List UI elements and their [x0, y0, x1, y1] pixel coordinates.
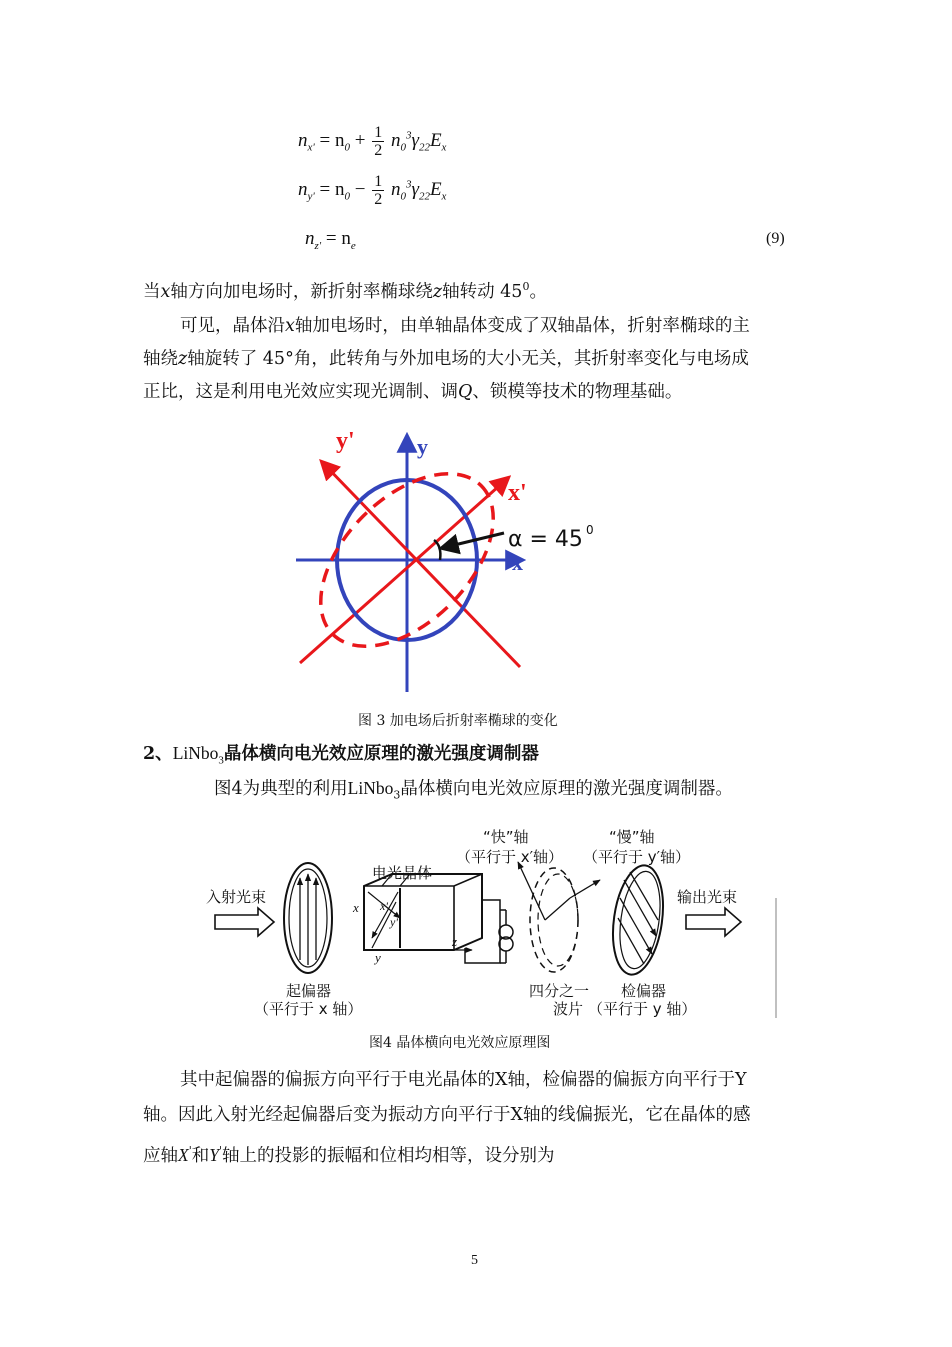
waveplate-label-1: 四分之一	[529, 982, 590, 1000]
crystal-axis-y: y	[375, 950, 381, 965]
paragraph-polarizer-line3: 应轴X'和Y'轴上的投影的振幅和位相均相等，设分别为	[143, 1144, 555, 1166]
paragraph-figure4-intro: 图4为典型的利用LiNbo$_3$晶体横向电光效应原理的激光强度调制器。	[214, 778, 733, 802]
equation-nx: $n_{x'} = n_0$ + $\frac{1}{2}$ $n_0^3\gamma_{22}E_x$	[298, 124, 447, 159]
paragraph-conclusion-line2: 轴绕z轴旋转了 45°角，此转角与外加电场的大小无关，其折射率变化与电场成	[143, 349, 749, 369]
analyzer-disc	[607, 862, 670, 978]
analyzer-label: 检偏器	[621, 982, 667, 1000]
slow-axis-note: （平行于 y′轴）	[583, 848, 691, 866]
waveplate-label-2: 波片	[553, 1000, 584, 1018]
crystal-axis-x-prime: x'	[380, 899, 388, 913]
paragraph-conclusion-line1: 可见，晶体沿x轴加电场时，由单轴晶体变成了双轴晶体，折射率椭球的主	[180, 316, 750, 336]
crystal-axis-y-prime: y'	[390, 915, 398, 929]
equation-number: (9)	[766, 230, 785, 247]
label-x-prime: x'	[508, 480, 527, 506]
crystal-axis-z: z	[452, 934, 458, 949]
equation-nz: $n_{z'} = n_e$	[305, 228, 356, 252]
label-x: x	[512, 550, 523, 575]
analyzer-note: （平行于 y 轴）	[588, 1000, 697, 1018]
slow-axis-label: “慢”轴	[609, 828, 655, 846]
incident-beam-label: 入射光束	[206, 888, 267, 906]
angle-label: α = 45	[508, 527, 583, 552]
section-heading: 2、LiNbo$_3$晶体横向电光效应原理的激光强度调制器	[143, 743, 539, 767]
output-beam-label: 输出光束	[677, 888, 738, 906]
angle-label-superscript: 0	[586, 523, 594, 537]
label-y: y	[417, 434, 428, 459]
incident-beam-arrow	[215, 908, 274, 936]
crystal-label: 电光晶体	[372, 864, 433, 882]
equation-ny: $n_{y'} = n_0$ − $\frac{1}{2}$ $n_0^3\gamma_{22}E_x$	[298, 173, 447, 208]
polarizer-note: （平行于 x 轴）	[254, 1000, 363, 1018]
polarizer-label: 起偏器	[286, 982, 332, 1000]
fast-axis-note: （平行于 x′轴）	[456, 848, 564, 866]
figure3-ellipsoid-diagram	[290, 420, 610, 700]
page-number: 5	[471, 1253, 478, 1268]
crystal-axis-x: x	[353, 900, 359, 915]
output-beam-arrow	[686, 908, 741, 936]
paragraph-rotation: 当x轴方向加电场时，新折射率椭球绕z轴转动 $45^0$。	[143, 280, 547, 302]
paragraph-polarizer-line1: 其中起偏器的偏振方向平行于电光晶体的X轴，检偏器的偏振方向平行于Y	[180, 1070, 747, 1090]
label-y-prime: y'	[336, 428, 355, 454]
paragraph-polarizer-line2: 轴。因此入射光经起偏器后变为振动方向平行于X轴的线偏振光，它在晶体的感	[143, 1105, 751, 1125]
figure3-caption: 图 3 加电场后折射率椭球的变化	[358, 713, 558, 729]
paragraph-conclusion-line3: 正比，这是利用电光效应实现光调制、调Q、锁模等技术的物理基础。	[143, 382, 683, 402]
figure4-caption: 图4 晶体横向电光效应原理图	[369, 1035, 551, 1051]
fast-axis-label: “快”轴	[483, 828, 529, 846]
